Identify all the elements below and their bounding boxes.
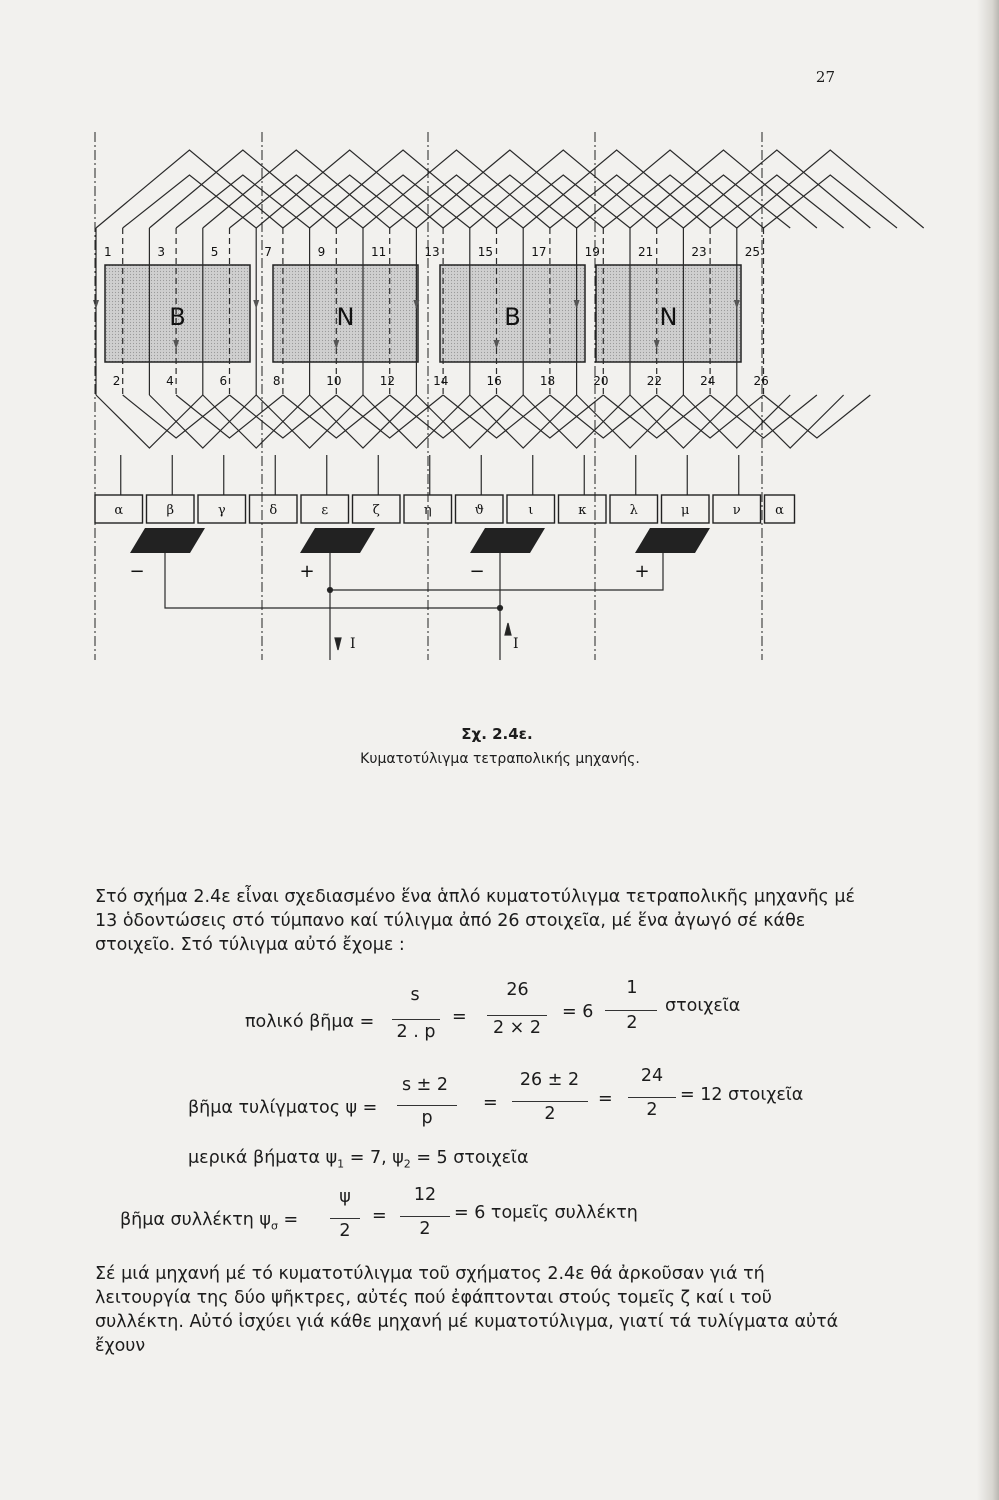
eq4-frac2-bar — [400, 1216, 450, 1217]
upper-overhang-arc — [176, 175, 310, 228]
brush — [300, 528, 375, 553]
negative-bus — [165, 553, 500, 608]
eq2-frac1-den: p — [421, 1108, 433, 1128]
current-arrow-down — [335, 638, 341, 650]
eq1-frac3-num: 1 — [626, 978, 638, 998]
upper-overhang-arc — [683, 150, 870, 228]
lower-overhang-arc — [336, 395, 443, 438]
eq3-end: = 5 στοιχεῖα — [410, 1148, 529, 1168]
brush — [470, 528, 545, 553]
figure-caption-text: Κυματοτύλιγμα τετραπολικής μηχανής. — [360, 751, 640, 767]
bottom-slot-number: 20 — [593, 374, 609, 388]
top-slot-number: 25 — [744, 245, 761, 259]
bottom-slot-number: 12 — [379, 374, 395, 388]
upper-overhang-arc — [256, 150, 443, 228]
lower-overhang-arc — [283, 395, 390, 438]
brush-polarity: + — [634, 561, 650, 582]
eq4-label-pre: βῆμα συλλέκτη ψ — [120, 1210, 271, 1230]
current-label: I — [513, 636, 519, 652]
eq2-equals2: = — [598, 1089, 613, 1109]
commutator-segment-label: κ — [578, 503, 587, 518]
paragraph-intro: Στό σχήμα 2.4ε εἶναι σχεδιασμένο ἕνα ἁπλό κυματοτύλιγμα τετραπολικῆς μηχανῆς μέ 13 ὁδοντώσεις στό τύμπανο καί τύλιγμα ἀπό 26 στοιχεῖα, μέ ἕνα ἀγωγό σέ κάθε στοιχεῖο. Στό τύλιγμα αὐτό ἔχομε : — [95, 887, 855, 955]
eq4-frac1-bar — [330, 1218, 360, 1219]
positive-bus — [330, 553, 663, 590]
eq2-frac2-den: 2 — [544, 1104, 556, 1124]
eq1-frac2-num: 26 — [506, 980, 529, 1000]
commutator-segment-label: ι — [528, 503, 534, 518]
eq4-frac1-den: 2 — [339, 1221, 351, 1241]
top-slot-number: 19 — [584, 245, 600, 259]
bottom-slot-number: 6 — [219, 374, 228, 388]
eq2-frac3-num: 24 — [640, 1066, 664, 1086]
wave-winding-figure — [0, 0, 999, 700]
upper-overhang-arc — [710, 175, 844, 228]
eq1-equals: = — [452, 1007, 467, 1027]
pole-label: B — [504, 303, 521, 331]
upper-overhang-arc — [550, 175, 684, 228]
eq2-frac2-num: 26 ± 2 — [519, 1070, 580, 1090]
junction-dot — [498, 606, 503, 611]
eq2-result: = 12 στοιχεῖα — [680, 1085, 804, 1105]
eq3-sub2: 2 — [403, 1157, 411, 1171]
top-slot-number: 11 — [371, 245, 387, 259]
upper-overhang-arc — [310, 150, 497, 228]
commutator-segment-label: μ — [681, 503, 690, 518]
top-slot-number: 15 — [477, 245, 494, 259]
lower-overhang-arc — [497, 395, 604, 438]
brush — [635, 528, 710, 553]
current-label: I — [350, 636, 356, 652]
lower-overhang-arc — [710, 395, 817, 438]
lower-overhang-arc — [764, 395, 871, 438]
upper-overhang-arc — [523, 150, 710, 228]
bottom-slot-number: 22 — [646, 374, 662, 388]
lower-overhang-arc — [657, 395, 764, 438]
top-slot-number: 13 — [424, 245, 440, 259]
eq4-label-sub: σ — [270, 1219, 278, 1233]
eq1-label: πολικό βῆμα = — [245, 1012, 375, 1032]
bottom-slot-number: 10 — [326, 374, 342, 388]
commutator-segment-label: ϑ — [474, 503, 484, 518]
lower-overhang-arc — [603, 395, 710, 438]
top-slot-number: 9 — [317, 245, 326, 259]
eq1-frac3-den: 2 — [626, 1013, 638, 1033]
eq4-result: = 6 τομεῖς συλλέκτη — [454, 1203, 638, 1223]
eq1-frac3-bar — [605, 1010, 657, 1011]
upper-overhang-arc — [203, 150, 390, 228]
upper-overhang-arc — [764, 175, 898, 228]
upper-overhang-arc — [737, 150, 924, 228]
eq1-frac2-den: 2 × 2 — [492, 1018, 542, 1038]
eq2-frac3-bar — [628, 1097, 676, 1098]
eq4-frac1-num: ψ — [339, 1187, 351, 1207]
upper-overhang-arc — [230, 175, 364, 228]
pole-label: N — [659, 303, 678, 331]
upper-overhang-arc — [336, 175, 470, 228]
commutator-segment-label: ν — [732, 503, 741, 518]
pole-label: N — [336, 303, 355, 331]
brushes — [129, 528, 710, 582]
upper-overhang-arc — [96, 150, 283, 228]
upper-overhang-arc — [123, 175, 257, 228]
commutator-segment-label: ε — [321, 503, 329, 518]
lower-overhang-arc — [390, 395, 497, 438]
eq4-label — [120, 1210, 298, 1233]
current-arrow — [253, 300, 259, 309]
lower-overhang-arc — [230, 395, 337, 438]
figure-caption-title: Σχ. 2.4ε. — [461, 725, 533, 743]
commutator-segment-label: λ — [629, 503, 638, 518]
page-number: 27 — [815, 68, 835, 86]
eq3-prefix: μερικά βήματα ψ — [188, 1148, 338, 1168]
eq2-frac2-bar — [512, 1101, 588, 1102]
upper-overhang-arc — [390, 175, 524, 228]
bottom-slot-number: 4 — [166, 374, 174, 388]
commutator-segment-label: η — [423, 503, 432, 518]
eq2-frac1-num: s ± 2 — [401, 1075, 449, 1095]
upper-overhang-arc — [149, 150, 336, 228]
upper-overhang-arc — [470, 150, 657, 228]
upper-overhang-arc — [416, 150, 603, 228]
lower-overhang-arc — [123, 395, 230, 438]
bottom-slot-number: 18 — [539, 374, 556, 388]
brush-polarity: − — [129, 561, 145, 582]
eq1-result: = 6 — [562, 1002, 594, 1022]
brush-polarity: + — [299, 561, 315, 582]
top-slot-number: 21 — [638, 245, 654, 259]
commutator-segment-label: ζ — [372, 503, 380, 518]
bottom-slot-number: 16 — [486, 374, 502, 388]
top-slot-number: 1 — [104, 245, 112, 259]
eq4-frac2-den: 2 — [419, 1219, 431, 1239]
pole-group — [105, 265, 741, 362]
eq2-equals1: = — [483, 1093, 498, 1113]
top-slot-number: 5 — [210, 245, 219, 259]
current-arrow — [93, 300, 99, 309]
upper-overhang-arc — [577, 150, 764, 228]
brush-polarity: − — [469, 561, 485, 582]
commutator-segment-label: α — [114, 503, 124, 518]
commutator-segment-label: γ — [217, 503, 226, 518]
eq1-frac1-bar — [392, 1019, 440, 1020]
commutator-segment-label: α — [775, 503, 784, 518]
eq1-frac2-bar — [487, 1015, 547, 1016]
top-slot-number: 7 — [264, 245, 272, 259]
commutator — [95, 495, 795, 523]
brush — [130, 528, 205, 553]
bottom-slot-number: 2 — [112, 374, 121, 388]
eq1-frac1-num: s — [410, 985, 420, 1005]
lower-overhang-arc — [550, 395, 657, 438]
bottom-slot-number: 26 — [753, 374, 769, 388]
lower-overhang-arc — [176, 395, 283, 438]
paragraph-conclusion: Σέ μιά μηχανή μέ τό κυματοτύλιγμα τοῦ σχήματος 2.4ε θά ἀρκοῦσαν γιά τή λειτουργία της δύο ψῆκτρες, αὐτές πού ἐφάπτονται στούς τομεῖς ζ καί ι τοῦ συλλέκτη. Αὐτό ἰσχύει γιά κάθε μηχανή μέ κυματοτύλιγμα, γιατί τά τυλίγματα αὐτά ἔχουν — [95, 1264, 839, 1356]
eq1-frac1-den: 2 . p — [396, 1022, 436, 1042]
pole-label: B — [169, 303, 186, 331]
upper-overhang-arc — [443, 175, 576, 228]
equation-partial-pitches — [188, 1148, 529, 1171]
eq4-label-eq: = — [277, 1210, 299, 1230]
lower-overhang-arc — [443, 395, 550, 438]
upper-overhang-arc — [283, 175, 417, 228]
commutator-segment-label: δ — [269, 503, 278, 518]
upper-overhang-arc — [657, 175, 791, 228]
eq2-frac3-den: 2 — [646, 1100, 658, 1120]
upper-overhang-arc — [603, 175, 737, 228]
eq4-frac2-num: 12 — [413, 1185, 437, 1205]
eq4-equals: = — [372, 1206, 387, 1226]
eq3-mid: = 7, ψ — [344, 1148, 404, 1168]
top-slot-number: 3 — [157, 245, 166, 259]
upper-overhang-arc — [363, 150, 550, 228]
bottom-slot-number: 14 — [433, 374, 449, 388]
current-arrow-up — [505, 623, 511, 635]
top-slot-number: 23 — [691, 245, 707, 259]
bottom-slot-number: 24 — [700, 374, 716, 388]
eq2-label: βῆμα τυλίγματος ψ = — [188, 1098, 378, 1118]
bottom-slot-number: 8 — [272, 374, 281, 388]
commutator-segment-label: β — [166, 503, 175, 518]
eq3-sub1: 1 — [337, 1157, 345, 1171]
junction-dot — [328, 588, 333, 593]
upper-overhang-arc — [630, 150, 817, 228]
upper-overhang-arc — [497, 175, 631, 228]
top-slot-number: 17 — [531, 245, 547, 259]
eq2-frac1-bar — [397, 1105, 457, 1106]
external-circuit — [165, 553, 663, 660]
eq1-unit: στοιχεῖα — [665, 996, 741, 1016]
